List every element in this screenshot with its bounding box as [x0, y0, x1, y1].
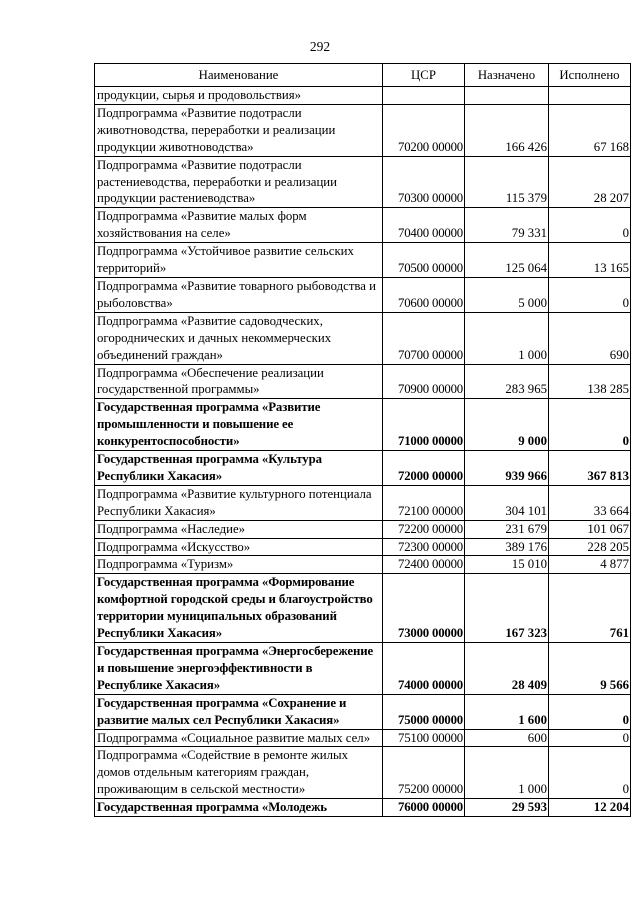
row-name-cell: Государственная программа «Сохранение и развитие малых сел Республики Хакасия»	[95, 694, 383, 729]
row-executed-cell: 0	[549, 277, 631, 312]
row-assigned-cell: 125 064	[465, 243, 549, 278]
row-csr-cell: 74000 00000	[383, 643, 465, 695]
row-name-cell: Подпрограмма «Развитие подотрасли животноводства, переработки и реализации продукции животноводства»	[95, 104, 383, 156]
row-name-cell: Государственная программа «Культура Республики Хакасия»	[95, 451, 383, 486]
row-name-cell: Подпрограмма «Обеспечение реализации государственной программы»	[95, 364, 383, 399]
table-row	[95, 277, 631, 312]
row-executed-cell: 228 205	[549, 538, 631, 556]
row-assigned-cell: 9 000	[465, 399, 549, 451]
row-csr-cell: 72000 00000	[383, 451, 465, 486]
row-executed-cell	[549, 87, 631, 105]
table-row	[95, 364, 631, 399]
row-name-cell: Подпрограмма «Искусство»	[95, 538, 383, 556]
row-name-cell: Государственная программа «Развитие промышленности и повышение ее конкурентоспособности»	[95, 399, 383, 451]
row-csr-cell: 73000 00000	[383, 574, 465, 643]
row-name-cell: Государственная программа «Молодежь	[95, 799, 383, 817]
table-row	[95, 104, 631, 156]
row-csr-cell: 70400 00000	[383, 208, 465, 243]
row-executed-cell: 0	[549, 208, 631, 243]
row-executed-cell: 0	[549, 694, 631, 729]
row-assigned-cell: 304 101	[465, 485, 549, 520]
row-name-cell: Подпрограмма «Развитие подотрасли растениеводства, переработки и реализации продукции растениеводства»	[95, 156, 383, 208]
row-assigned-cell: 5 000	[465, 277, 549, 312]
row-assigned-cell: 115 379	[465, 156, 549, 208]
row-executed-cell: 13 165	[549, 243, 631, 278]
row-assigned-cell: 79 331	[465, 208, 549, 243]
table-row	[95, 208, 631, 243]
row-assigned-cell: 1 000	[465, 747, 549, 799]
table-row	[95, 156, 631, 208]
row-csr-cell	[383, 87, 465, 105]
row-executed-cell: 12 204	[549, 799, 631, 817]
row-csr-cell: 72300 00000	[383, 538, 465, 556]
row-assigned-cell: 939 966	[465, 451, 549, 486]
row-executed-cell: 138 285	[549, 364, 631, 399]
row-name-cell: Подпрограмма «Социальное развитие малых сел»	[95, 729, 383, 747]
row-executed-cell: 0	[549, 399, 631, 451]
row-csr-cell: 72400 00000	[383, 556, 465, 574]
row-assigned-cell: 167 323	[465, 574, 549, 643]
row-executed-cell: 33 664	[549, 485, 631, 520]
row-assigned-cell: 1 000	[465, 312, 549, 364]
row-csr-cell: 70700 00000	[383, 312, 465, 364]
row-name-cell: Подпрограмма «Наследие»	[95, 520, 383, 538]
row-assigned-cell: 283 965	[465, 364, 549, 399]
budget-table	[94, 63, 631, 817]
table-row	[95, 574, 631, 643]
row-name-cell: Подпрограмма «Развитие малых форм хозяйствования на селе»	[95, 208, 383, 243]
table-row	[95, 799, 631, 817]
row-csr-cell: 70900 00000	[383, 364, 465, 399]
row-name-cell: продукции, сырья и продовольствия»	[95, 87, 383, 105]
row-csr-cell: 75000 00000	[383, 694, 465, 729]
row-csr-cell: 71000 00000	[383, 399, 465, 451]
row-executed-cell: 101 067	[549, 520, 631, 538]
row-csr-cell: 76000 00000	[383, 799, 465, 817]
table-row	[95, 520, 631, 538]
row-csr-cell: 70200 00000	[383, 104, 465, 156]
row-assigned-cell: 1 600	[465, 694, 549, 729]
table-row	[95, 485, 631, 520]
row-name-cell: Подпрограмма «Туризм»	[95, 556, 383, 574]
table-row	[95, 747, 631, 799]
page-number: 292	[309, 39, 331, 54]
header-executed: Исполнено	[549, 64, 631, 87]
row-csr-cell: 75200 00000	[383, 747, 465, 799]
table-body	[95, 87, 631, 817]
row-name-cell: Государственная программа «Формирование комфортной городской среды и благоустройство территории муниципальных образований Республики Хакасия»	[95, 574, 383, 643]
row-name-cell: Подпрограмма «Содействие в ремонте жилых домов отдельным категориям граждан, проживающим в сельской местности»	[95, 747, 383, 799]
table-row	[95, 399, 631, 451]
row-executed-cell: 0	[549, 729, 631, 747]
row-name-cell: Подпрограмма «Развитие культурного потенциала Республики Хакасия»	[95, 485, 383, 520]
row-name-cell: Подпрограмма «Развитие садоводческих, огороднических и дачных некоммерческих объединений граждан»	[95, 312, 383, 364]
row-csr-cell: 72200 00000	[383, 520, 465, 538]
header-name: Наименование	[95, 64, 383, 87]
row-executed-cell: 0	[549, 747, 631, 799]
row-executed-cell: 9 566	[549, 643, 631, 695]
header-row	[95, 64, 631, 87]
row-executed-cell: 67 168	[549, 104, 631, 156]
row-executed-cell: 367 813	[549, 451, 631, 486]
row-csr-cell: 70600 00000	[383, 277, 465, 312]
table-row	[95, 556, 631, 574]
row-csr-cell: 70300 00000	[383, 156, 465, 208]
header-assigned: Назначено	[465, 64, 549, 87]
row-csr-cell: 75100 00000	[383, 729, 465, 747]
row-assigned-cell: 389 176	[465, 538, 549, 556]
row-assigned-cell: 600	[465, 729, 549, 747]
table-row	[95, 312, 631, 364]
row-assigned-cell: 15 010	[465, 556, 549, 574]
table-header	[95, 64, 631, 87]
row-executed-cell: 4 877	[549, 556, 631, 574]
row-name-cell: Государственная программа «Энергосбережение и повышение энергоэффективности в Республике Хакасия»	[95, 643, 383, 695]
row-assigned-cell: 231 679	[465, 520, 549, 538]
table-row	[95, 243, 631, 278]
row-name-cell: Подпрограмма «Развитие товарного рыбоводства и рыболовства»	[95, 277, 383, 312]
table-row	[95, 538, 631, 556]
row-assigned-cell: 29 593	[465, 799, 549, 817]
row-assigned-cell: 28 409	[465, 643, 549, 695]
table-row	[95, 694, 631, 729]
table-row	[95, 643, 631, 695]
row-csr-cell: 70500 00000	[383, 243, 465, 278]
header-csr: ЦСР	[383, 64, 465, 87]
table-row	[95, 87, 631, 105]
row-assigned-cell: 166 426	[465, 104, 549, 156]
row-name-cell: Подпрограмма «Устойчивое развитие сельских территорий»	[95, 243, 383, 278]
row-executed-cell: 28 207	[549, 156, 631, 208]
table-row	[95, 729, 631, 747]
row-executed-cell: 690	[549, 312, 631, 364]
table-row	[95, 451, 631, 486]
row-assigned-cell	[465, 87, 549, 105]
row-csr-cell: 72100 00000	[383, 485, 465, 520]
row-executed-cell: 761	[549, 574, 631, 643]
